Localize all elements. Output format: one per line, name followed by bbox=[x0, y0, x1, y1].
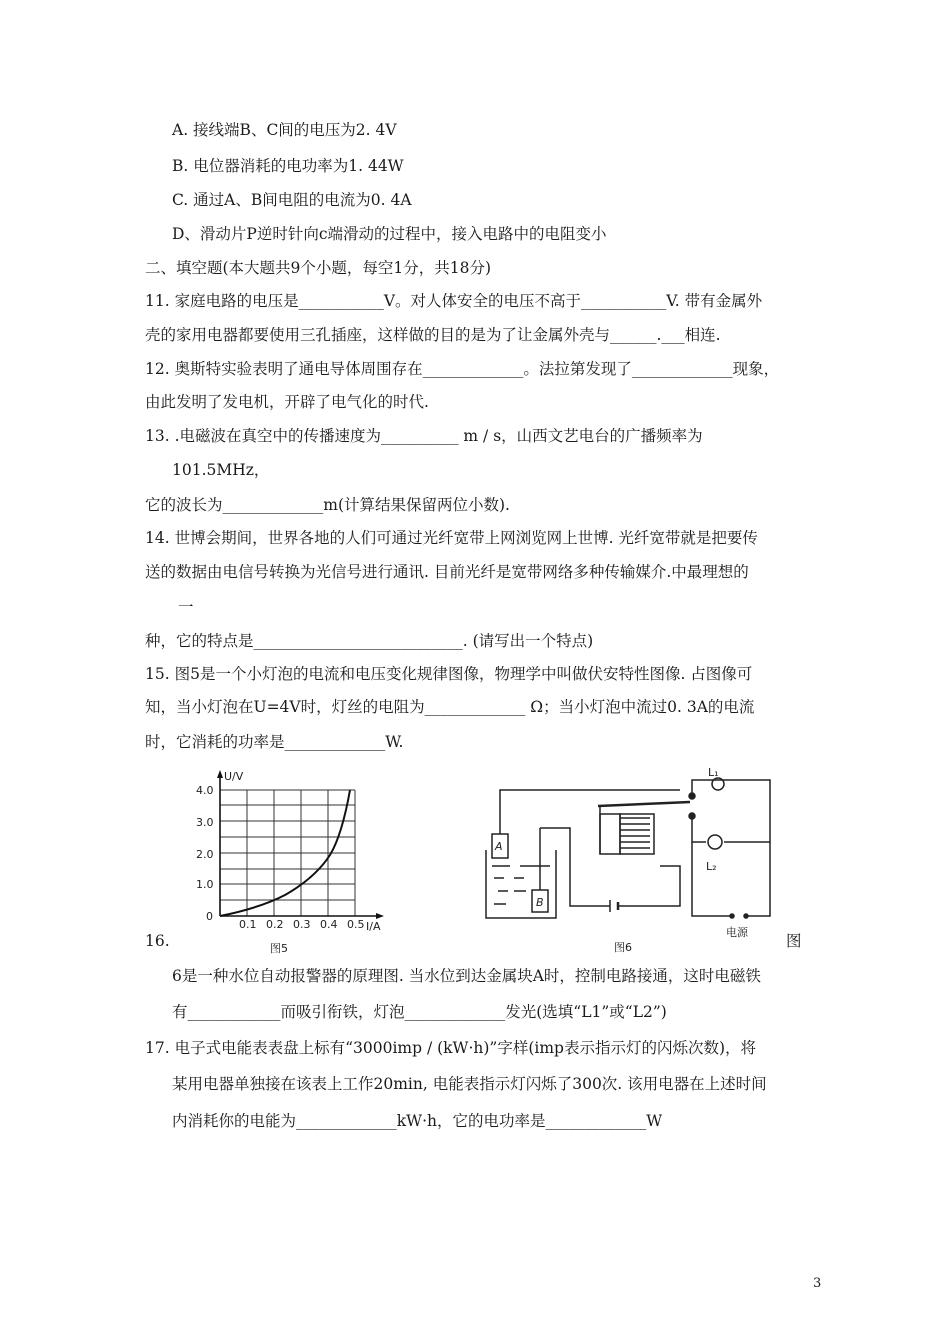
option-d: D、滑动片P逆时针向c端滑动的过程中，接入电路中的电阻变小 bbox=[172, 225, 607, 243]
q14-line4: 种，它的特点是___________________________. (请写出一个特点) bbox=[145, 632, 594, 650]
q15-line2: 知，当小灯泡在U=4V时，灯丝的电阻为_____________ Ω；当小灯泡中流过0. 3A的电流 bbox=[145, 698, 755, 716]
option-c: C. 通过A、B间电阻的电流为0. 4A bbox=[172, 191, 412, 209]
label-l2: L₂ bbox=[706, 860, 717, 873]
x-tick: 0.2 bbox=[266, 918, 284, 931]
q12-line1: 12. 奥斯特实验表明了通电导体周围存在_____________。法拉第发现了_____________现象， bbox=[145, 360, 780, 378]
label-a: A bbox=[495, 840, 503, 853]
q11-line1: 11. 家庭电路的电压是___________V。对人体安全的电压不高于___________V. 带有金属外 bbox=[145, 292, 763, 310]
figure-5-graph bbox=[190, 770, 395, 960]
armature bbox=[598, 802, 690, 806]
water-tank bbox=[486, 850, 556, 918]
q14-line3: 一 bbox=[178, 598, 194, 616]
q12-line2: 由此发明了发电机，开辟了电气化的时代. bbox=[145, 393, 429, 411]
q13-line3: 它的波长为_____________m(计算结果保留两位小数). bbox=[145, 496, 510, 514]
electromagnet-core bbox=[600, 814, 620, 854]
q17-line3: 内消耗你的电能为_____________kW·h，它的电功率是_____________W bbox=[172, 1112, 663, 1130]
option-b: B. 电位器消耗的电功率为1. 44W bbox=[172, 157, 404, 175]
q15-line3: 时，它消耗的功率是_____________W. bbox=[145, 733, 404, 751]
y-tick: 4.0 bbox=[196, 784, 214, 797]
x-axis-label: I/A bbox=[366, 920, 381, 933]
q14-line2: 送的数据由电信号转换为光信号进行通讯. 目前光纤是宽带网络多种传输媒介.中最理想的 bbox=[145, 563, 749, 581]
q11-line2: 壳的家用电器都要使用三孔插座，这样做的目的是为了让金属外壳与______.___相连. bbox=[145, 326, 721, 344]
label-b: B bbox=[536, 896, 544, 909]
q16-tu: 图 bbox=[786, 932, 802, 950]
x-tick: 0.4 bbox=[320, 918, 338, 931]
figure-5-caption: 图5 bbox=[270, 942, 288, 955]
label-source: 电源 bbox=[726, 926, 748, 939]
label-l1: L₁ bbox=[708, 766, 719, 779]
option-a: A. 接线端B、C间的电压为2. 4V bbox=[172, 121, 397, 139]
y-tick: 0 bbox=[206, 910, 213, 923]
x-tick: 0.1 bbox=[239, 918, 257, 931]
x-tick: 0.3 bbox=[293, 918, 311, 931]
y-axis-label: U/V bbox=[224, 770, 244, 783]
y-tick: 3.0 bbox=[196, 816, 214, 829]
q13-line1: 13. .电磁波在真空中的传播速度为__________ m / s，山西文艺电台的广播频率为 bbox=[145, 427, 703, 445]
q17-line2: 某用电器单独接在该表上工作20min, 电能表指示灯闪烁了300次. 该用电器在上述时间 bbox=[172, 1075, 767, 1093]
figure-6-circuit bbox=[480, 766, 780, 958]
figure-6-caption: 图6 bbox=[614, 941, 632, 954]
y-tick: 1.0 bbox=[196, 878, 214, 891]
q16-line1: 6是一种水位自动报警器的原理图. 当水位到达金属块A时，控制电路接通，这时电磁铁 bbox=[172, 967, 761, 985]
x-tick: 0.5 bbox=[347, 918, 365, 931]
q16-line2: 有____________而吸引衔铁，灯泡_____________发光(选填“L1”或“L2”) bbox=[172, 1003, 667, 1021]
page-number: 3 bbox=[813, 1276, 822, 1291]
section-heading: 二、填空题(本大题共9个小题，每空1分，共18分) bbox=[145, 259, 492, 277]
q16-number: 16. bbox=[145, 932, 170, 950]
q17-line1: 17. 电子式电能表表盘上标有“3000imp / (kW·h)”字样(imp表示指示灯的闪烁次数)，将 bbox=[145, 1039, 757, 1057]
q15-line1: 15. 图5是一个小灯泡的电流和电压变化规律图像，物理学中叫做伏安特性图像. 占图像可 bbox=[145, 665, 753, 683]
y-tick: 2.0 bbox=[196, 848, 214, 861]
lamp-l2 bbox=[708, 835, 722, 849]
q13-line2: 101.5MHz， bbox=[172, 461, 270, 479]
q14-line1: 14. 世博会期间，世界各地的人们可通过光纤宽带上网浏览网上世博. 光纤宽带就是把要传 bbox=[145, 529, 758, 547]
